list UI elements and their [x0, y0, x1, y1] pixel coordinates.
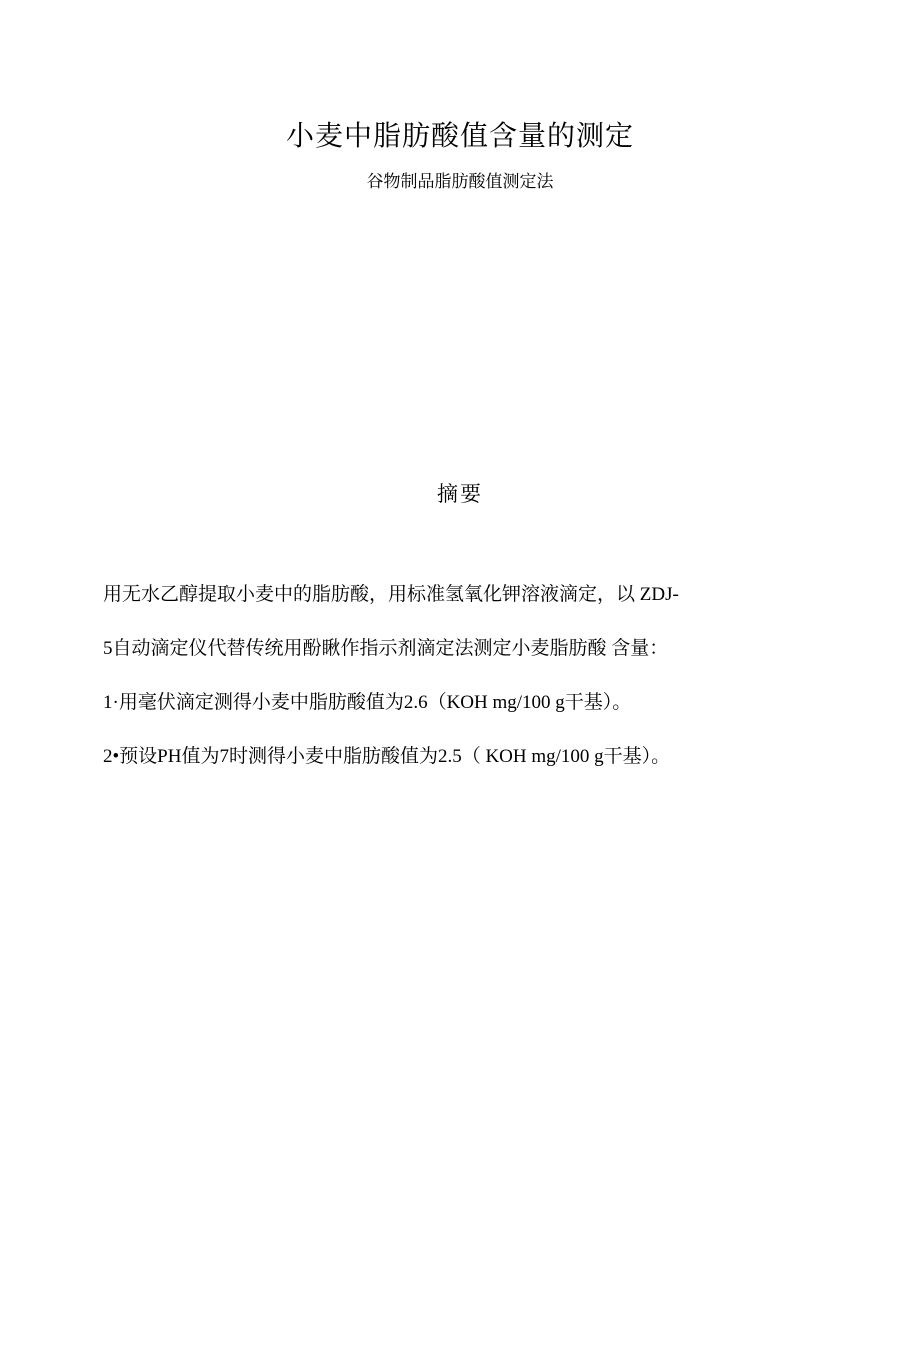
abstract-line-1: 用无水乙醇提取小麦中的脂肪酸，用标准氢氧化钾溶液滴定，以 ZDJ- [103, 584, 679, 605]
document-title: 小麦中脂肪酸值含量的测定 [285, 119, 634, 152]
abstract-heading: 摘要 [437, 482, 483, 506]
abstract-line-2: 5自动滴定仪代替传统用酚瞅作指示剂滴定法测定小麦脂肪酸 含量： [103, 638, 669, 659]
result-line-2: 2•预设PH值为7时测得小麦中脂肪酸值为2.5（ KOH mg/100 g干基）。 [103, 746, 671, 767]
document-subtitle: 谷物制品脂肪酸值测定法 [366, 172, 554, 192]
result-line-1: 1·用毫伏滴定测得小麦中脂肪酸值为2.6（KOH mg/100 g干基）。 [103, 692, 632, 713]
